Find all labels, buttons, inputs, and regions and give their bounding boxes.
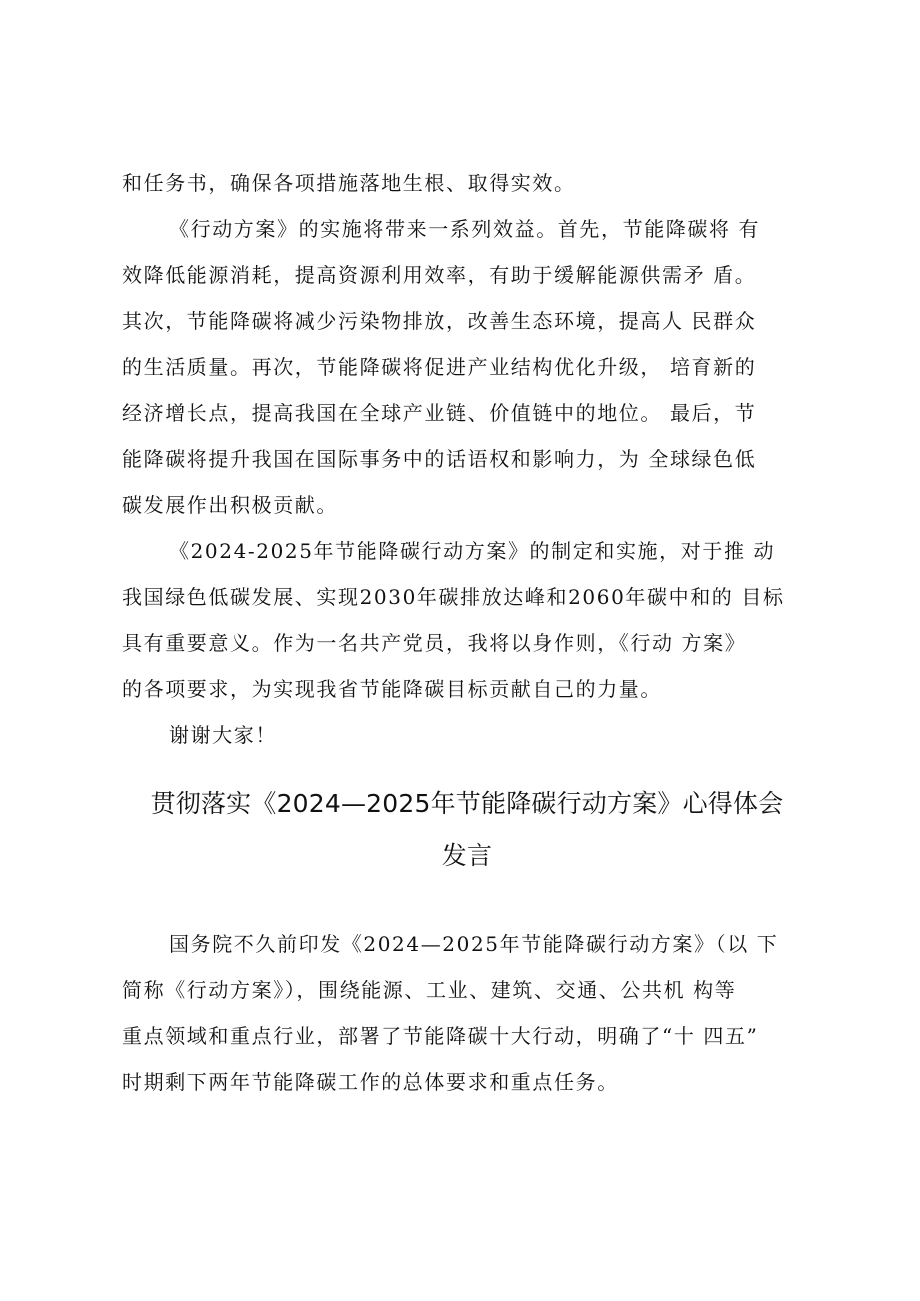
paragraph-line: 碳发展作出积极贡献。 (122, 493, 338, 517)
paragraph-line: 《行动方案》的实施将带来一系列效益。首先，节能降碳将 有 (169, 217, 761, 241)
paragraph-line: 的生活质量。再次，节能降碳将促进产业结构优化升级， 培育新的 (122, 355, 757, 379)
paragraph-line: 时期剩下两年节能降碳工作的总体要求和重点任务。 (122, 1070, 619, 1094)
paragraph-line: 重点领域和重点行业，部署了节能降碳十大行动，明确了“十 四五” (122, 1024, 759, 1048)
paragraph-line: 能降碳将提升我国在国际事务中的话语权和影响力，为 全球绿色低 (122, 447, 757, 471)
title-line-1: 贯彻落实《2024—2025年节能降碳行动方案》心得体会 (150, 789, 784, 818)
speech-body-continued (122, 160, 812, 758)
closing-line: 谢谢大家！ (169, 723, 277, 747)
title-line-2: 发言 (441, 841, 493, 870)
speech-body-opening (122, 921, 822, 1105)
paragraph-line: 效降低能源消耗，提高资源利用效率，有助于缓解能源供需矛 盾。 (122, 263, 757, 287)
paragraph-line: 和任务书，确保各项措施落地生根、取得实效。 (122, 171, 576, 195)
paragraph-line: 的各项要求，为实现我省节能降碳目标贡献自己的力量。 (122, 677, 662, 701)
paragraph-line: 国务院不久前印发《2024—2025年节能降碳行动方案》（以 下 (169, 932, 779, 956)
paragraph-line: 简称《行动方案》），围绕能源、工业、建筑、交通、公共机 构等 (122, 978, 737, 1002)
paragraph-line: 经济增长点，提高我国在全球产业链、价值链中的地位。 最后，节 (122, 401, 757, 425)
paragraph-line: 《2024-2025年节能降碳行动方案》的制定和实施，对于推 动 (169, 539, 776, 563)
paragraph-line: 我国绿色低碳发展、实现2030年碳排放达峰和2060年碳中和的 目标 (122, 585, 785, 609)
paragraph-line: 具有重要意义。作为一名共产党员，我将以身作则，《行动 方案》 (122, 631, 747, 655)
document-title (122, 778, 812, 882)
paragraph-line: 其次，节能降碳将减少污染物排放，改善生态环境，提高人 民群众 (122, 309, 757, 333)
